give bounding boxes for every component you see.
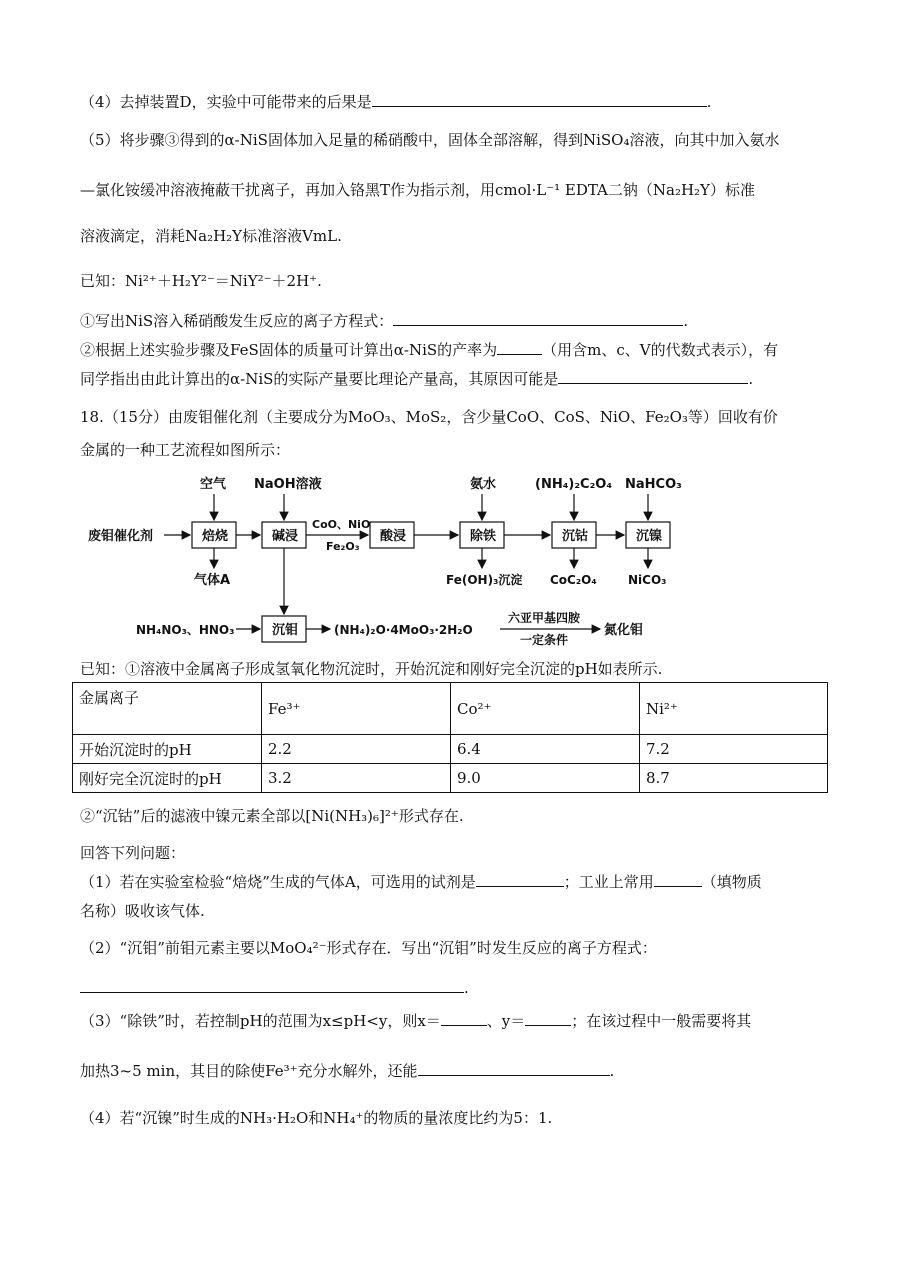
known-2: ②“沉钴”后的滤液中镍元素全部以[Ni(NH₃)₆]²⁺形式存在. [80,807,464,825]
mid-label-1: CoO、NiO [312,518,371,531]
reagent-nh4no3-hno3: NH₄NO₃、HNO₃ [136,623,235,637]
arrow-top-label: 六亚甲基四胺 [508,611,581,625]
arrow-bottom-label: 一定条件 [520,633,569,647]
final-product: 氮化钼 [604,623,644,638]
sq3-line2: 加热3~5 min，其目的除使Fe³⁺充分水解外，还能 . [80,1062,615,1080]
table-cell: 刚好完全沉淀时的pH [73,764,262,793]
sq3-line1: （3）“除铁”时，若控制pH的范围为x≤pH<y，则x＝ 、y＝ ；在该过程中一般需要将其 [80,1012,752,1030]
output-nico3: NiCO₃ [628,573,667,587]
sq1-blank1[interactable] [476,872,564,887]
q4-prev-line: （4）去掉装置D，实验中可能带来的后果是 . [80,93,712,111]
table-header-cell: Fe³⁺ [262,683,451,735]
reagent-oxalate: (NH₄)₂C₂O₄ [535,477,613,492]
table-cell: 8.7 [640,764,828,793]
ph-table [72,682,828,793]
q18-line2: 金属的一种工艺流程如图所示： [80,441,291,459]
sq3-blank-x[interactable] [441,1011,487,1026]
q4-prev-label: （4）去掉装置D，实验中可能带来的后果是 [80,93,372,111]
step-alkali-leach: 碱浸 [272,529,299,544]
q5-sub2: ②根据上述实验步骤及FeS固体的质量可计算出α-NiS的产率为 （用含m、c、V的代数式表示），有 [80,341,779,359]
output-feoh3: Fe(OH)₃沉淀 [446,573,523,587]
table-cell: 开始沉淀时的pH [73,735,262,764]
table-header-cell: 金属离子 [73,683,262,735]
sq2-line1: （2）“沉钼”前钼元素主要以MoO₄²⁻形式存在．写出“沉钼”时发生反应的离子方程式： [80,939,657,957]
process-flow-diagram [80,470,760,650]
sq1-blank2[interactable] [654,872,702,887]
flow-start: 废钼催化剂 [88,529,154,544]
q5-sub2-blank2[interactable] [558,369,748,384]
q5-line2: —氯化铵缓冲溶液掩蔽干扰离子，再加入铬黑T作为指示剂，用cmol·L⁻¹ EDTA二钠（Na₂H₂Y）标准 [80,181,755,199]
q18-line1: 18.（15分）由废钼催化剂（主要成分为MoO₃、MoS₂，含少量CoO、CoS、NiO、Fe₂O₃等）回收有价 [80,408,778,426]
reagent-air: 空气 [200,477,227,492]
step-precip-co: 沉钴 [562,529,589,544]
reagent-ammonia: 氨水 [470,477,497,492]
q5-sub1: ①写出NiS溶入稀硝酸发生反应的离子方程式： . [80,312,688,330]
sq3-blank-y[interactable] [525,1011,571,1026]
sq2-answer-line: . [80,978,469,998]
table-row [73,764,828,793]
step-precip-ni: 沉镍 [636,529,663,544]
q5-sub2-blank1[interactable] [497,340,542,355]
step-acid-leach: 酸浸 [380,529,407,544]
step-roast: 焙烧 [202,529,229,544]
sq3-blank-purpose[interactable] [418,1061,610,1076]
step-precip-mo: 沉钼 [272,623,299,638]
output-gas-a: 气体A [194,573,231,588]
table-header-cell: Co²⁺ [451,683,640,735]
table-header-row [73,683,828,735]
table-cell: 3.2 [262,764,451,793]
q5-line3: 溶液滴定，消耗Na₂H₂Y标准溶液VmL. [80,227,342,245]
table-cell: 9.0 [451,764,640,793]
table-cell: 6.4 [451,735,640,764]
table-cell: 2.2 [262,735,451,764]
table-cell: 7.2 [640,735,828,764]
q5-sub1-blank[interactable] [393,311,683,326]
sq2-blank[interactable] [80,978,464,993]
product-ammonium-molybdate: (NH₄)₂O·4MoO₃·2H₂O [334,623,473,637]
answer-intro: 回答下列问题： [80,844,186,862]
output-coc2o4: CoC₂O₄ [550,573,597,587]
sq1-line2: 名称）吸收该气体. [80,902,205,920]
reagent-nahco3: NaHCO₃ [625,477,682,492]
q4-prev-answer-blank[interactable] [372,92,707,107]
sq1-line1: （1）若在实验室检验“焙烧”生成的气体A，可选用的试剂是 ；工业上常用 （填物质 [80,873,762,891]
sq4-line1: （4）若“沉镍”时生成的NH₃·H₂O和NH₄⁺的物质的量浓度比约为5：1. [80,1109,553,1127]
q5-known: 已知：Ni²⁺＋H₂Y²⁻＝NiY²⁻＋2H⁺. [80,272,322,290]
q5-line1: （5）将步骤③得到的α-NiS固体加入足量的稀硝酸中，固体全部溶解，得到NiSO₄溶液，向其中加入氨水 [80,131,780,149]
step-remove-iron: 除铁 [470,529,497,544]
table-header-cell: Ni²⁺ [640,683,828,735]
table-row [73,735,828,764]
known-1: 已知：①溶液中金属离子形成氢氧化物沉淀时，开始沉淀和刚好完全沉淀的pH如表所示. [80,660,663,678]
mid-label-2: Fe₂O₃ [326,540,360,553]
reagent-naoh: NaOH溶液 [254,477,322,492]
q5-sub2-line2: 同学指出由此计算出的α-NiS的实际产量要比理论产量高，其原因可能是 . [80,370,754,388]
